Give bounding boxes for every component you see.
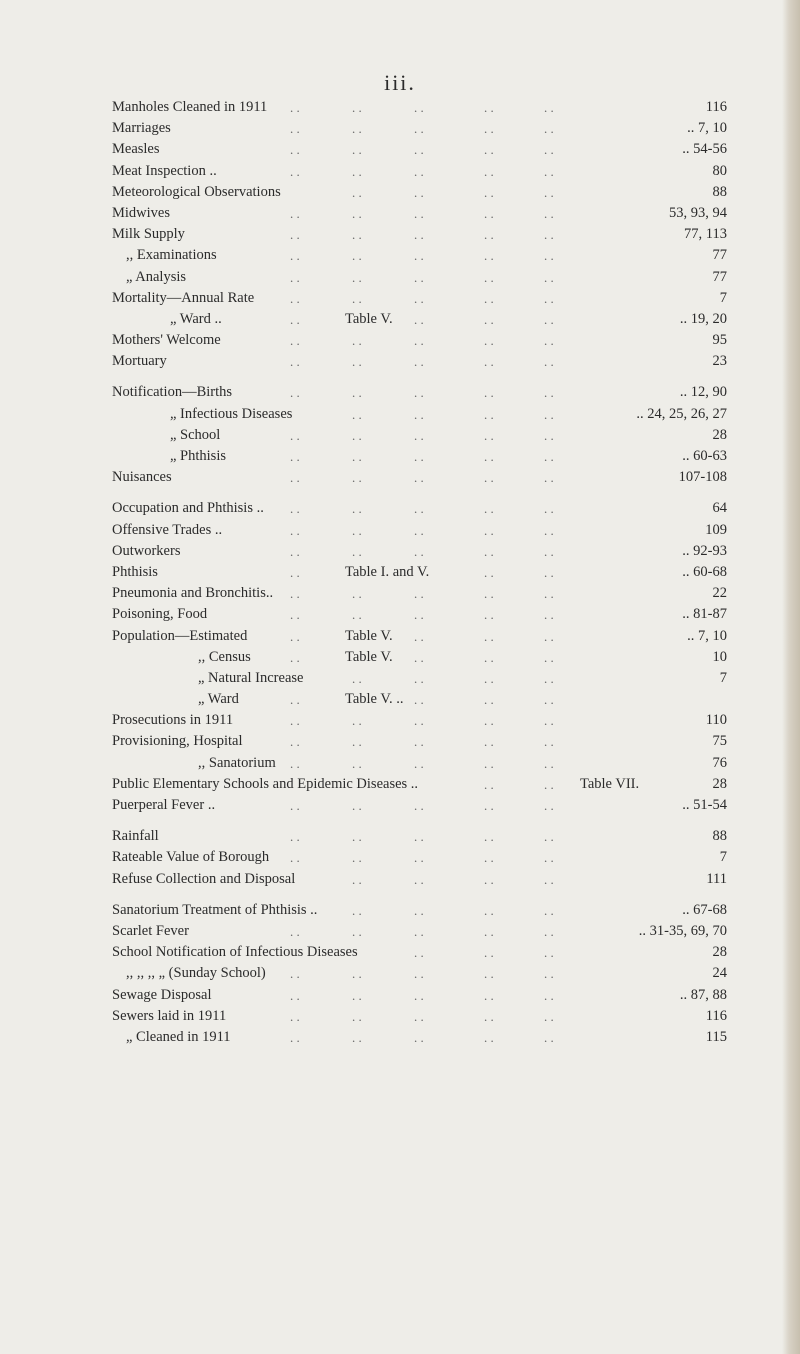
index-entry: . . . . . . . . . . Provisioning, Hospital 75 — [112, 731, 727, 752]
entry-pages: .. 31-35, 69, 70 — [638, 922, 727, 939]
index-entry: . . . . . . . . . . Sewers laid in 1911 116 — [112, 1006, 727, 1027]
entry-label: „ Natural Increase — [198, 669, 304, 686]
entry-pages: 23 — [712, 353, 727, 370]
entry-label: Marriages — [112, 120, 171, 137]
index-entry: . . . . . . . . . . Rateable Value of Borough 7 — [112, 847, 727, 868]
entry-pages: 53, 93, 94 — [669, 204, 727, 221]
page-edge-shadow — [782, 0, 800, 1354]
entry-pages: 107-108 — [678, 469, 727, 486]
index-entry: . . . . . . . . . . Prosecutions in 1911 110 — [112, 710, 727, 731]
index-entry: . . . . . . . . ,, Census Table V. 10 — [112, 647, 727, 668]
entry-label: Scarlet Fever — [112, 922, 189, 939]
index-entry: . . . . . . . . . . Notification—Births .. 12, 90 — [112, 382, 727, 403]
index-entry: . . . . . . . . . . Outworkers .. 92-93 — [112, 541, 727, 562]
index-entry: . . . . . . . . „ Natural Increase 7 — [112, 668, 727, 689]
index-entry: . . . . . . . . . . Meat Inspection .. 80 — [112, 161, 727, 182]
index-group — [112, 900, 727, 1048]
entry-pages: 7 — [719, 849, 727, 866]
entry-label: Nuisances — [112, 469, 172, 486]
index-group — [112, 826, 727, 890]
entry-pages: .. 51-54 — [682, 797, 727, 813]
entry-table-ref: Table VII. — [580, 775, 640, 792]
entry-table-ref: Table V. — [345, 627, 393, 644]
index-entry: . . . . . . . . . . Mortuary 23 — [112, 351, 727, 372]
index-entry: . . . . . . . . . . ,, Sanatorium 76 — [112, 753, 727, 774]
index-entry: . . . . . . . . . . Scarlet Fever .. 31-35, 69, 70 — [112, 921, 727, 942]
index-group — [112, 97, 727, 372]
entry-pages: .. 81-87 — [682, 606, 727, 623]
entry-pages: 80 — [712, 162, 727, 179]
entry-pages: .. 87, 88 — [679, 986, 727, 1003]
entry-label: Mothers' Welcome — [112, 332, 221, 349]
entry-label: „ Analysis — [126, 268, 187, 285]
index-entry: . . . . . . . . . . „ Cleaned in 1911 115 — [112, 1027, 727, 1048]
index-entry: . . . . . . . . . . Puerperal Fever .. .. 51-54 — [112, 795, 727, 816]
entry-label: „ Cleaned in 1911 — [126, 1028, 231, 1045]
index-entry: . . . . . . . . . . „ Analysis 77 — [112, 267, 727, 288]
entry-pages: 77 — [712, 268, 727, 285]
entry-pages: 28 — [712, 775, 727, 792]
entry-label: Prosecutions in 1911 — [112, 712, 234, 729]
entry-label: ,, Sanatorium — [198, 754, 276, 771]
index-entry: . . . . . . . . . . Marriages .. 7, 10 — [112, 118, 727, 139]
entry-pages: 77 — [712, 247, 727, 264]
entry-pages: .. 54-56 — [682, 141, 727, 158]
index-entry: . . . . . . . . . . Occupation and Phthisis .. 64 — [112, 498, 727, 519]
entry-pages: 116 — [705, 1007, 727, 1024]
index-entry: . . . . . . . . . . Nuisances 107-108 — [112, 467, 727, 488]
entry-pages: 10 — [712, 648, 727, 665]
entry-pages: 75 — [712, 733, 727, 750]
entry-label: ,, Examinations — [126, 247, 217, 264]
entry-label: Sewage Disposal — [112, 986, 212, 1003]
index-entry: . . . . . . . . . . Measles .. 54-56 — [112, 139, 727, 160]
entry-label: „ Infectious Diseases — [170, 405, 293, 422]
index-group — [112, 498, 727, 816]
entry-label: Meat Inspection .. — [112, 162, 217, 179]
entry-label: Midwives — [112, 204, 170, 221]
index-group — [112, 382, 727, 488]
entry-pages: 64 — [712, 500, 727, 517]
entry-pages: .. 7, 10 — [687, 120, 727, 137]
entry-pages: 88 — [712, 183, 727, 200]
entry-pages: 28 — [712, 944, 727, 961]
entry-pages: 95 — [712, 332, 727, 349]
entry-label: Sewers laid in 1911 — [112, 1007, 227, 1024]
entry-label: Poisoning, Food — [112, 606, 208, 623]
entry-table-ref: Table I. and V. — [345, 563, 430, 580]
entry-table-ref: Table V. — [345, 310, 393, 327]
index-list — [112, 97, 727, 1058]
index-entry: . . . . . . . . . . Manholes Cleaned in 1911 116 — [112, 97, 727, 118]
entry-table-ref: Table V. — [345, 648, 393, 665]
index-entry: . . . . . . . . Population—Estimated Table V. .. 7, 10 — [112, 626, 727, 647]
entry-pages: .. 60-63 — [682, 448, 727, 464]
entry-pages: .. 12, 90 — [679, 384, 727, 401]
index-entry: . . . . . . . . . . Sewage Disposal .. 87, 88 — [112, 985, 727, 1006]
index-entry: . . . . . . . . . . Poisoning, Food .. 81-87 — [112, 604, 727, 625]
entry-label: Pneumonia and Bronchitis.. — [112, 585, 274, 602]
entry-pages: .. 60-68 — [682, 563, 727, 580]
entry-pages: 77, 113 — [684, 226, 727, 243]
index-entry: . . . . . . . . . . Midwives 53, 93, 94 — [112, 203, 727, 224]
entry-pages: 7 — [719, 289, 727, 306]
index-entry: . . . . . . School Notification of Infectious Diseases 28 — [112, 942, 727, 963]
entry-pages: .. 67-68 — [682, 901, 727, 918]
index-entry: . . . . . . . . . . Mortality—Annual Rate 7 — [112, 288, 727, 309]
entry-label: Phthisis — [112, 563, 158, 580]
entry-pages: .. 92-93 — [682, 542, 727, 559]
entry-pages: 115 — [705, 1028, 727, 1045]
index-entry: . . . . . . Phthisis Table I. and V. .. 60-68 — [112, 562, 727, 583]
index-entry: . . . . . . . . Meteorological Observations 88 — [112, 182, 727, 203]
entry-label: ,, ,, ,, „ (Sunday School) — [126, 965, 266, 982]
entry-label: Meteorological Observations — [112, 183, 281, 200]
entry-label: „ Ward — [198, 691, 239, 708]
entry-label: Outworkers — [112, 542, 181, 559]
entry-label: „ Ward .. — [170, 310, 222, 327]
index-entry: . . . . . . . . „ Ward Table V. .. — [112, 689, 727, 710]
entry-pages: 22 — [712, 585, 727, 602]
entry-label: Provisioning, Hospital — [112, 733, 243, 750]
index-entry: . . . . . . . . . . ,, ,, ,, „ (Sunday School) 24 — [112, 963, 727, 984]
entry-pages: .. 19, 20 — [679, 310, 727, 327]
entry-label: Refuse Collection and Disposal — [112, 870, 296, 887]
index-entry: . . . . . . . . Refuse Collection and Disposal 111 — [112, 869, 727, 890]
entry-pages: 76 — [712, 754, 727, 771]
index-entry: . . . . . . . . „ Infectious Diseases .. 24, 25, 26, 27 — [112, 404, 727, 425]
entry-label: Notification—Births — [112, 384, 233, 401]
index-entry: . . . . . . . . . . Pneumonia and Bronchitis.. 22 — [112, 583, 727, 604]
entry-label: Rateable Value of Borough — [112, 849, 270, 866]
index-entry: . . . . . . . . . . Offensive Trades .. 109 — [112, 520, 727, 541]
index-entry: . . . . . . . . Sanatorium Treatment of Phthisis .. .. 67-68 — [112, 900, 727, 921]
entry-pages: .. 7, 10 — [687, 627, 727, 644]
entry-pages: 116 — [705, 99, 727, 115]
index-entry: . . . . . . . . . . „ Phthisis .. 60-63 — [112, 446, 727, 467]
entry-label: Puerperal Fever .. — [112, 797, 216, 813]
entry-pages: 7 — [719, 669, 727, 686]
entry-label: Mortality—Annual Rate — [112, 289, 255, 306]
index-entry: . . . . . . . . . . Rainfall 88 — [112, 826, 727, 847]
page-number: iii. — [384, 70, 416, 95]
entry-label: Public Elementary Schools and Epidemic Diseases .. — [112, 775, 419, 792]
index-entry: . . . . . . . . . . Milk Supply 77, 113 — [112, 224, 727, 245]
entry-label: „ Phthisis — [170, 448, 226, 464]
index-entry: . . . . . . . . . . Mothers' Welcome 95 — [112, 330, 727, 351]
entry-pages: .. 24, 25, 26, 27 — [636, 405, 727, 422]
entry-label: School Notification of Infectious Diseases — [112, 944, 358, 961]
entry-label: Occupation and Phthisis .. — [112, 500, 264, 517]
entry-table-ref: Table V. .. — [345, 691, 404, 708]
entry-pages: 110 — [705, 712, 727, 729]
entry-label: ,, Census — [198, 648, 251, 665]
entry-label: „ School — [170, 426, 221, 443]
entry-label: Offensive Trades .. — [112, 521, 223, 538]
index-entry: . . . . Public Elementary Schools and Epidemic Diseases .. Table VII. 28 — [112, 774, 727, 795]
entry-label: Rainfall — [112, 828, 159, 845]
index-entry: . . . . . . . . . . „ School 28 — [112, 425, 727, 446]
index-entry: . . . . . . . . „ Ward .. Table V. .. 19, 20 — [112, 309, 727, 330]
entry-pages: 111 — [706, 870, 727, 887]
entry-label: Milk Supply — [112, 226, 185, 243]
entry-pages: 109 — [705, 521, 727, 538]
entry-pages: 88 — [712, 828, 727, 845]
entry-label: Mortuary — [112, 353, 167, 370]
index-entry: . . . . . . . . . . ,, Examinations 77 — [112, 245, 727, 266]
entry-label: Sanatorium Treatment of Phthisis .. — [112, 901, 318, 918]
entry-label: Population—Estimated — [112, 627, 248, 644]
entry-pages: 28 — [712, 426, 727, 443]
entry-label: Measles — [112, 141, 160, 158]
entry-label: Manholes Cleaned in 1911 — [112, 99, 268, 115]
entry-pages: 24 — [712, 965, 727, 982]
